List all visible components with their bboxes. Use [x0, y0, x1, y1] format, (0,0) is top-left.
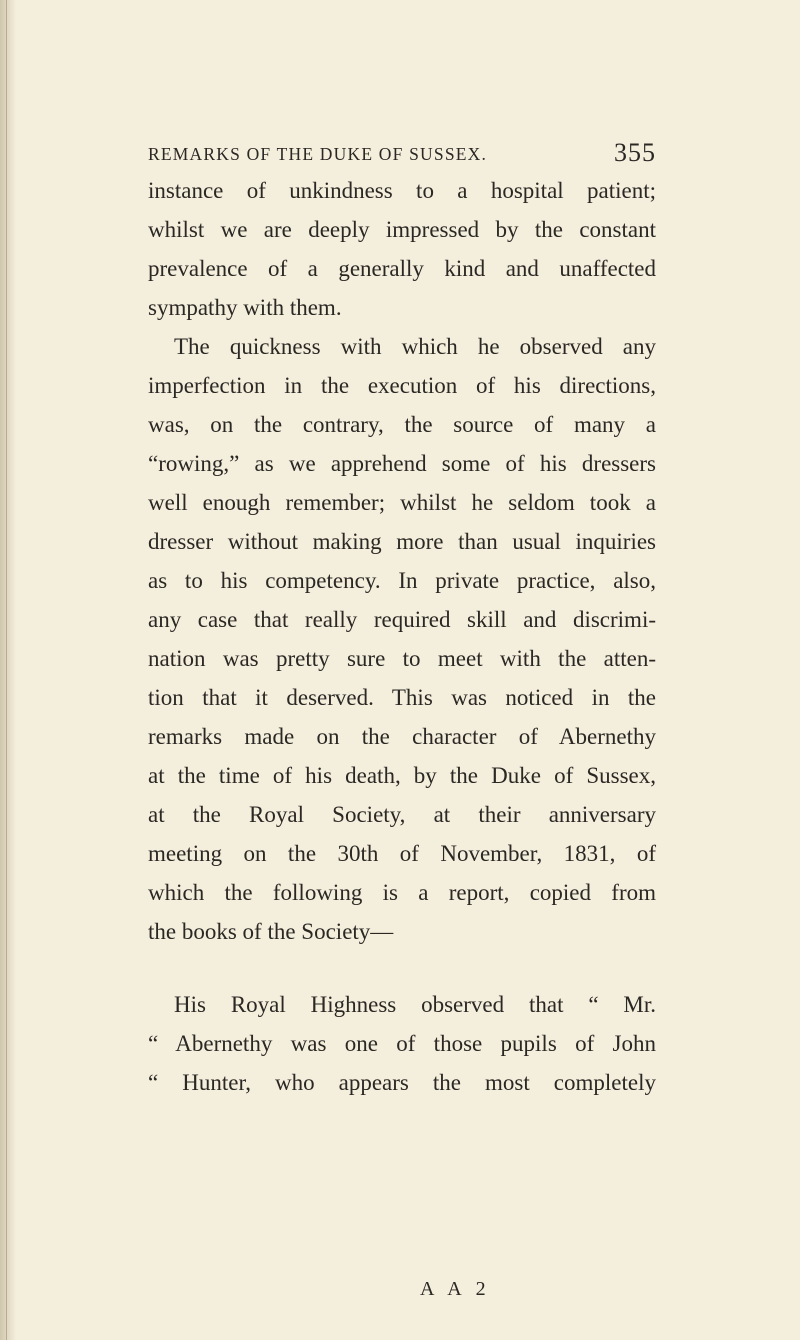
text-line: which the following is a report, copied from [148, 880, 656, 905]
quote-line: His Royal Highness observed that “ Mr. [174, 992, 656, 1017]
text-line: dresser without making more than usual inquiries [148, 529, 656, 554]
quote-line: “ Hunter, who appears the most completely [148, 1070, 656, 1095]
text-line: whilst we are deeply impressed by the constant [148, 217, 656, 242]
text-line: instance of unkindness to a hospital patient; [148, 178, 656, 203]
text-line: at the Royal Society, at their anniversary [148, 802, 656, 827]
text-line: as to his competency. In private practice, also, [148, 568, 656, 593]
page-number: 355 [614, 138, 656, 167]
signature-mark: A A 2 [420, 1278, 491, 1300]
book-gutter [0, 0, 16, 1340]
page-header [148, 138, 656, 170]
text-line: was, on the contrary, the source of many a [148, 412, 656, 437]
text-line: meeting on the 30th of November, 1831, of [148, 841, 656, 866]
text-line: any case that really required skill and discrimi- [148, 607, 656, 632]
running-head: REMARKS OF THE DUKE OF SUSSEX. [148, 144, 488, 164]
text-line: at the time of his death, by the Duke of Sussex, [148, 763, 656, 788]
text-line: well enough remember; whilst he seldom took a [148, 490, 656, 515]
text-line: prevalence of a generally kind and unaffected [148, 256, 656, 281]
text-line: “rowing,” as we apprehend some of his dressers [148, 451, 656, 476]
text-line: sympathy with them. [148, 295, 342, 320]
paragraph-gap [148, 951, 656, 985]
quote-line: “ Abernethy was one of those pupils of John [148, 1031, 656, 1056]
gutter-edge [6, 0, 7, 1340]
text-line: nation was pretty sure to meet with the atten- [148, 646, 656, 671]
text-line: imperfection in the execution of his directions, [148, 373, 656, 398]
text-line: the books of the Society— [148, 919, 394, 944]
text-line: The quickness with which he observed any [174, 334, 656, 359]
text-line: tion that it deserved. This was noticed in the [148, 685, 656, 710]
text-line: remarks made on the character of Abernethy [148, 724, 656, 749]
body-text [148, 171, 656, 1102]
